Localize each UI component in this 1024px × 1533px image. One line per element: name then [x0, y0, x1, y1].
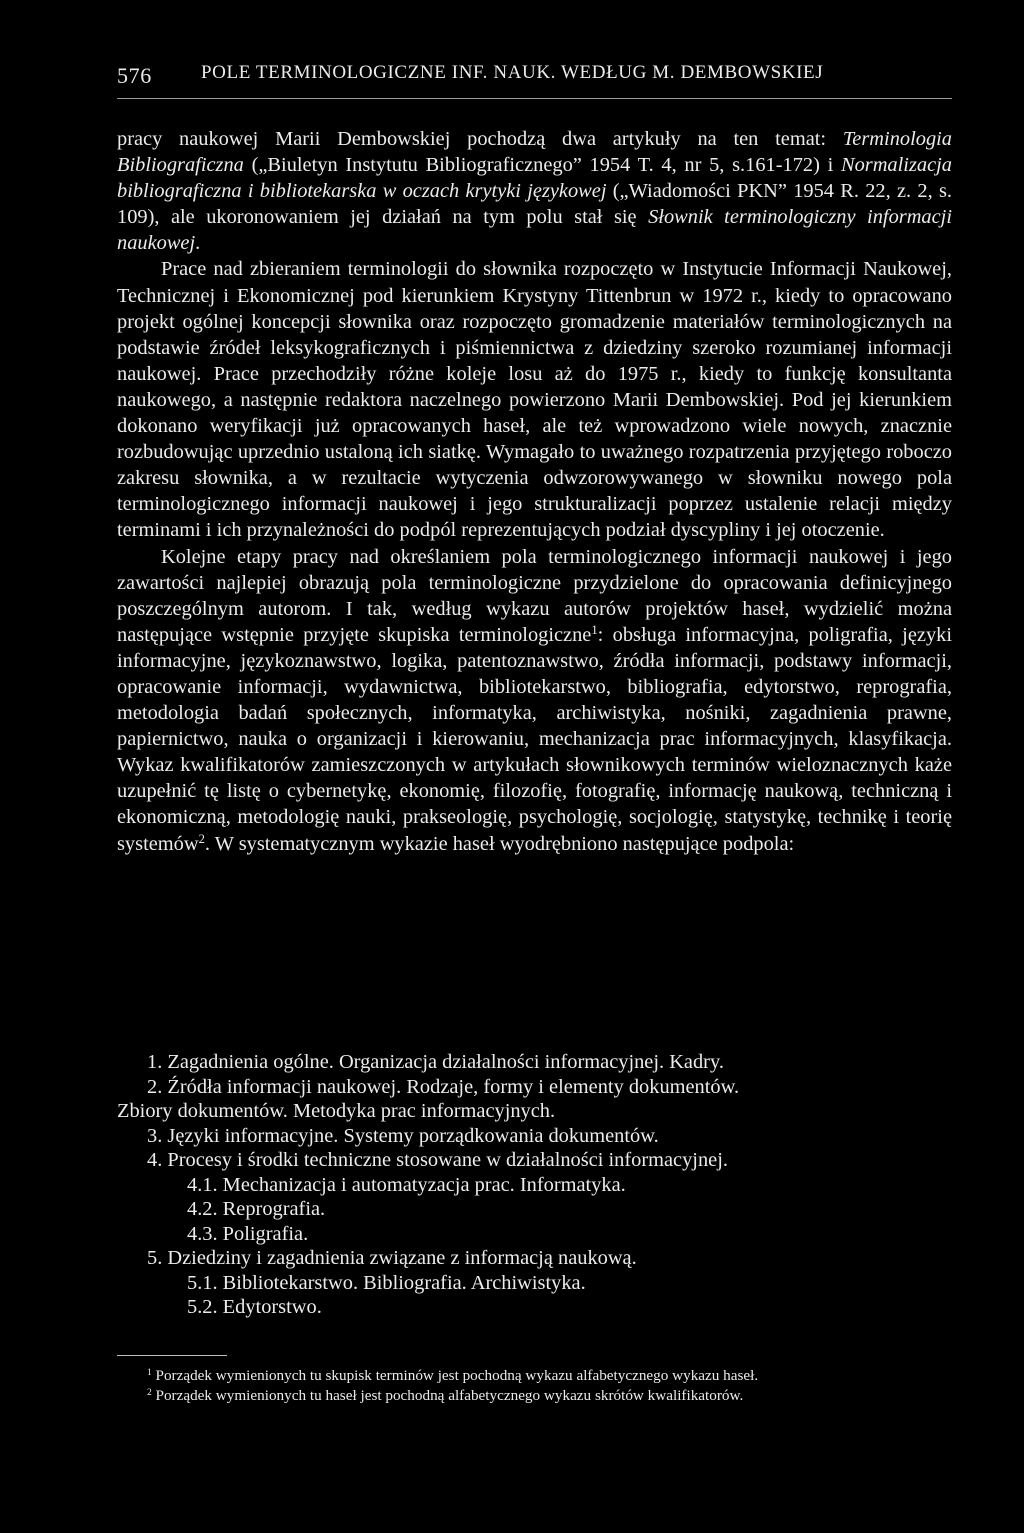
- list-item: 2. Źródła informacji naukowej. Rodzaje, formy i elementy dokumentów.: [147, 1075, 740, 1098]
- footnotes: [117, 1366, 952, 1406]
- paragraph-1-text-b: („Biuletyn Instytutu Bibliograficznego” 1954 T. 4, nr 5, s.161-172) i: [243, 154, 841, 177]
- footnote-1-text: Porządek wymienionych tu skupisk terminów jest pochodną wykazu alfabetycznego wykazu haseł.: [151, 1367, 759, 1384]
- paragraph-1-title-b: Normalizacja bibliograficzna i bibliotekarska w oczach krytyki językowej: [117, 154, 952, 203]
- paragraph-1-text-c: („Wiadomości PKN” 1954 R. 22, z. 2, s. 109), ale ukoronowaniem jej działań na tym polu stał się: [117, 180, 952, 229]
- subfield-list: [117, 1050, 952, 1320]
- list-item: 4. Procesy i środki techniczne stosowane w działalności informacyjnej.: [147, 1149, 728, 1171]
- footnote-2: [117, 1386, 952, 1406]
- paragraph-1-text-d: .: [195, 232, 201, 255]
- paragraph-1-title-a: Terminologia Bibliograficzna: [117, 128, 952, 177]
- paragraph-1: [117, 126, 952, 256]
- list-item: 3. Języki informacyjne. Systemy porządkowania dokumentów.: [147, 1124, 659, 1147]
- list-subitem: 4.1. Mechanizacja i automatyzacja prac. Informatyka.: [187, 1173, 626, 1196]
- footnote-mark-2: 2: [147, 1387, 152, 1398]
- footnote-1: [117, 1366, 952, 1386]
- list-item: 1. Zagadnienia ogólne. Organizacja działalności informacyjnej. Kadry.: [147, 1051, 724, 1073]
- paragraph-3-text-c: . W systematycznym wykazie haseł wyodrębniono następujące podpola:: [204, 832, 795, 855]
- paragraph-1-title-c: Słownik terminologiczny informacji naukowej: [117, 206, 953, 255]
- footnote-mark-1: 1: [147, 1367, 152, 1378]
- footnote-ref-1: 1: [591, 622, 598, 637]
- list-subitem: 5.1. Bibliotekarstwo. Bibliografia. Archiwistyka.: [187, 1271, 586, 1294]
- paragraph-3-text-a: Kolejne etapy pracy nad określaniem pola terminologicznego informacji naukowej i jego zawartości najlepiej obrazują pola terminologiczne przydzielone do opracowania definicyjnego poszczególnym autorom. I tak, według wykazu autorów projektów haseł, wydzielić można następujące wstępnie przyjęte skupiska terminologiczne: [117, 545, 952, 646]
- paragraph-3-text-b: : obsługa informacyjna, poligrafia, języki informacyjne, językoznawstwo, logika, patentoznawstwo, źródła informacji, podstawy informacji, opracowanie informacji, wydawnictwa, bibliotekarstwo, bibliografia, edytorstwo, reprografia, metodologia badań społecznych, informatyka, archiwistyka, nośniki, zagadnienia prawne, papiernictwo, nauka o organizacji i kierowaniu, mechanizacja prac informacyjnych, klasyfikacja. Wykaz kwalifikatorów zamieszczonych w artykułach słownikowych terminów wieloznacznych każe uzupełnić tę listę o cybernetykę, ekonomię, filozofię, fotografię, informację naukową, techniczną i ekonomiczną, metodologię nauki, prakseologię, psychologię, socjologię, statystykę, technikę i teorię systemów: [117, 623, 952, 855]
- page-number: 576: [117, 63, 152, 88]
- paragraph-1-text-a: pracy naukowej Marii Dembowskiej pochodzą dwa artykuły na ten temat:: [117, 128, 843, 150]
- list-subitem: 4.3. Poligrafia.: [187, 1222, 309, 1245]
- header-rule: [117, 98, 952, 99]
- list-subitem: 5.2. Edytorstwo.: [187, 1296, 322, 1318]
- footnote-2-text: Porządek wymienionych tu haseł jest pochodną alfabetycznego wykazu skrótów kwalifikatorów.: [151, 1387, 744, 1404]
- paragraph-2: Prace nad zbieraniem terminologii do słownika rozpoczęto w Instytucie Informacji Naukowej, Technicznej i Ekonomicznej pod kierunkiem Krystyny Tittenbrun w 1972 r., kiedy to opracowano projekt ogólnej koncepcji słownika oraz rozpoczęto gromadzenie materiałów terminologicznych na podstawie źródeł leksykograficznych i piśmiennictwa z dziedziny szeroko rozumianej informacji naukowej. Prace przechodziły różne koleje losu aż do 1975 r., kiedy to funkcję konsultanta naukowego, a następnie redaktora naczelnego powierzono Marii Dembowskiej. Pod jej kierunkiem dokonano weryfikacji już opracowanych haseł, ale też wprowadzono wiele nowych, znacznie rozbudowując uprzednio ustaloną ich siatkę. Wymagało to uważnego rozpatrzenia przyjętego roboczo zakresu słownika, a w rezultacie wytyczenia odwzorowywanego w słowniku nowego pola terminologicznego informacji naukowej i jego strukturalizacji poprzez ustalenie relacji między terminami i ich przynależności do podpól reprezentujących podział dyscypliny i jej otoczenie.: [117, 258, 952, 542]
- footnote-ref-2: 2: [198, 831, 205, 846]
- footnote-rule: [117, 1355, 227, 1356]
- paragraph-3: [117, 544, 952, 857]
- list-subitem: 4.2. Reprografia.: [187, 1198, 326, 1220]
- running-header: [117, 60, 952, 92]
- list-item-continuation: Zbiory dokumentów. Metodyka prac informacyjnych.: [117, 1100, 556, 1122]
- body-text: [117, 126, 952, 857]
- list-item: 5. Dziedziny i zagadnienia związane z informacją naukową.: [147, 1247, 637, 1269]
- running-title: POLE TERMINOLOGICZNE INF. NAUK. WEDŁUG M. DEMBOWSKIEJ: [201, 62, 824, 83]
